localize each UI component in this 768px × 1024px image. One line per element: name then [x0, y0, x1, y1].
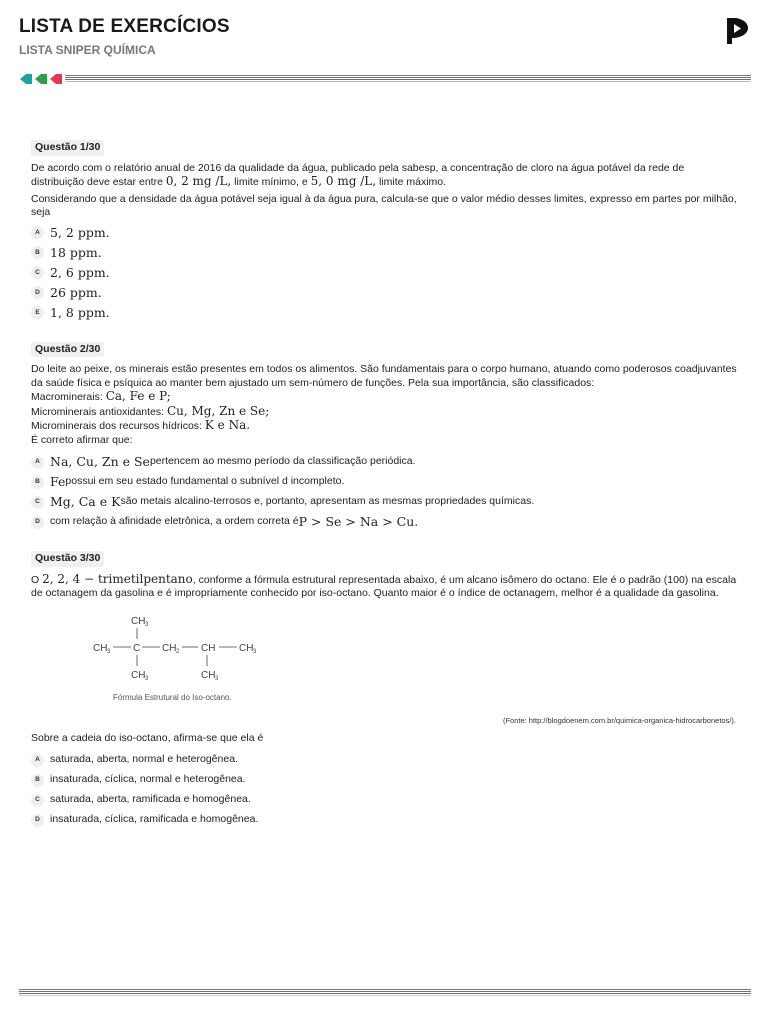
text-segment: O [31, 573, 43, 586]
option-text: 18 ppm. [50, 244, 102, 260]
option-letter: D [31, 814, 44, 827]
formula-subscript: 3 [107, 648, 111, 655]
footer-divider [19, 989, 751, 997]
red-dot-icon [49, 73, 63, 85]
question-text: Considerando que a densidade da água potável seja igual à da água pura, calcula-se que o valor médio desses limites, expresso em partes por milhão, seja [31, 192, 737, 218]
text-segment: Microminerais antioxidantes: [31, 405, 167, 418]
option-b[interactable] [31, 773, 739, 787]
option-text: saturada, aberta, ramificada e homogênea. [50, 793, 251, 806]
option-c[interactable] [31, 793, 739, 807]
option-math: P > Se > Na > Cu. [298, 514, 419, 530]
formula-subscript: 3 [145, 621, 149, 628]
option-text: insaturada, cíclica, normal e heterogênea. [50, 773, 246, 786]
iso-octane-structural-formula [93, 614, 269, 704]
option-letter: D [31, 516, 44, 529]
math-expression: 0, 2 mg /L, [165, 174, 232, 188]
option-letter: B [31, 774, 44, 787]
text-segment: Macrominerais: [31, 391, 106, 403]
option-d[interactable] [31, 286, 739, 300]
option-text: saturada, aberta, normal e heterogênea. [50, 753, 238, 766]
option-letter: E [31, 306, 44, 319]
formula-subscript: 3 [215, 675, 219, 682]
option-text: pertencem ao mesmo período da classificação periódica. [149, 455, 416, 468]
answer-options [31, 753, 739, 827]
math-expression: Cu, Mg, Zn e Se; [166, 403, 270, 418]
option-letter: C [31, 266, 44, 279]
text-segment: , conforme a fórmula estrutural representada abaixo, é um alcano isômero do octano. Ele é o padrão (100) na escala de octanagem da gasolina e é impropriamente conhecido por iso-octano. Quanto maior é o índice de octanagem, melhor é a qualidade da gasolina. [31, 573, 737, 599]
option-c[interactable] [31, 495, 739, 509]
option-math: Na, Cu, Zn e Se [50, 454, 150, 470]
formula-ch3-top: CH [131, 615, 146, 627]
option-text: 5, 2 ppm. [50, 224, 110, 240]
header-divider [65, 75, 751, 83]
question-text [31, 573, 739, 601]
text-segment: limite máximo. [376, 176, 447, 188]
text-segment: limite mínimo, e [231, 176, 311, 188]
option-a[interactable] [31, 753, 739, 767]
exercise-list [31, 140, 739, 849]
option-letter: C [31, 496, 44, 509]
question-3 [31, 551, 739, 827]
question-2 [31, 342, 739, 530]
option-letter: B [31, 246, 44, 259]
question-label: Questão 2/30 [31, 342, 104, 358]
teal-dot-icon [19, 73, 33, 85]
formula-caption: Fórmula Estrutural do Iso-octano. [113, 692, 232, 702]
math-expression: 2, 2, 4 − trimetilpentano [42, 571, 193, 586]
question-label: Questão 3/30 [31, 551, 104, 567]
brand-logo-icon [724, 16, 750, 46]
option-text: 1, 8 ppm. [50, 304, 110, 320]
option-letter: A [31, 754, 44, 767]
option-text: são metais alcalino-terrosos e, portanto, apresentam as mesmas propriedades químicas. [120, 495, 535, 508]
option-text: 2, 6 ppm. [50, 264, 110, 280]
option-d[interactable] [31, 515, 739, 529]
text-segment: De acordo com o relatório anual de 2016 da qualidade da água, publicado pela sabesp, a concentração de cloro na água potável da rede de distribuição deve estar entre [31, 161, 685, 188]
question-text: Do leite ao peixe, os minerais estão presentes em todos os alimentos. São fundamentais para o corpo humano, atuando como poderosos coadjuvantes da saúde física e psíquica ao manter bem ajustado um sem-número de funções. Pela sua importância, são classificados: [31, 363, 737, 389]
option-e[interactable] [31, 306, 739, 320]
option-letter: A [31, 226, 44, 239]
option-math: Fe [50, 474, 66, 490]
question-prompt: Sobre a cadeia do iso-octano, afirma-se que ela é [31, 731, 264, 744]
formula-subscript: 3 [253, 648, 257, 655]
formula-ch3-left: CH [93, 642, 108, 654]
document-title: LISTA DE EXERCÍCIOS [19, 16, 230, 37]
option-letter: A [31, 456, 44, 469]
formula-ch3-bottom-left: CH [131, 669, 146, 681]
question-text [31, 162, 739, 190]
option-a[interactable] [31, 226, 739, 240]
question-prompt: É correto afirmar que: [31, 433, 133, 446]
formula-ch3-right: CH [239, 642, 254, 654]
answer-options [31, 226, 739, 320]
formula-subscript: 2 [176, 648, 180, 655]
option-letter: D [31, 286, 44, 299]
option-text: possui em seu estado fundamental o subnível d incompleto. [65, 475, 345, 488]
option-letter: C [31, 794, 44, 807]
math-expression: K e Na. [204, 418, 251, 432]
answer-options [31, 455, 739, 529]
decorative-dots [19, 73, 63, 87]
mineral-line [31, 419, 739, 434]
option-b[interactable] [31, 246, 739, 260]
green-dot-icon [34, 73, 48, 85]
mineral-line [31, 390, 739, 405]
question-label: Questão 1/30 [31, 140, 104, 156]
option-b[interactable] [31, 475, 739, 489]
document-subtitle: LISTA SNIPER QUÍMICA [19, 43, 156, 57]
formula-ch2: CH [162, 642, 177, 654]
figure-source: (Fonte: http://blogdoenem.com.br/quimica-organica-hidrocarbonetos/). [502, 716, 736, 725]
option-a[interactable] [31, 455, 739, 469]
option-c[interactable] [31, 266, 739, 280]
option-math: Mg, Ca e K [50, 494, 121, 510]
formula-c-center: C [133, 642, 141, 654]
option-d[interactable] [31, 813, 739, 827]
option-text: insaturada, cíclica, ramificada e homogênea. [50, 813, 259, 826]
formula-ch: CH [201, 642, 216, 654]
question-1 [31, 140, 739, 320]
formula-subscript: 3 [145, 675, 149, 682]
math-expression: Ca, Fe e P; [105, 389, 171, 403]
mineral-line [31, 405, 739, 420]
option-letter: B [31, 476, 44, 489]
text-segment: Microminerais dos recursos hídricos: [31, 420, 205, 432]
option-text: com relação à afinidade eletrônica, a ordem correta é [50, 515, 299, 528]
math-expression: 5, 0 mg /L, [310, 174, 377, 188]
option-text: 26 ppm. [50, 284, 102, 300]
formula-ch3-bottom-right: CH [201, 669, 216, 681]
